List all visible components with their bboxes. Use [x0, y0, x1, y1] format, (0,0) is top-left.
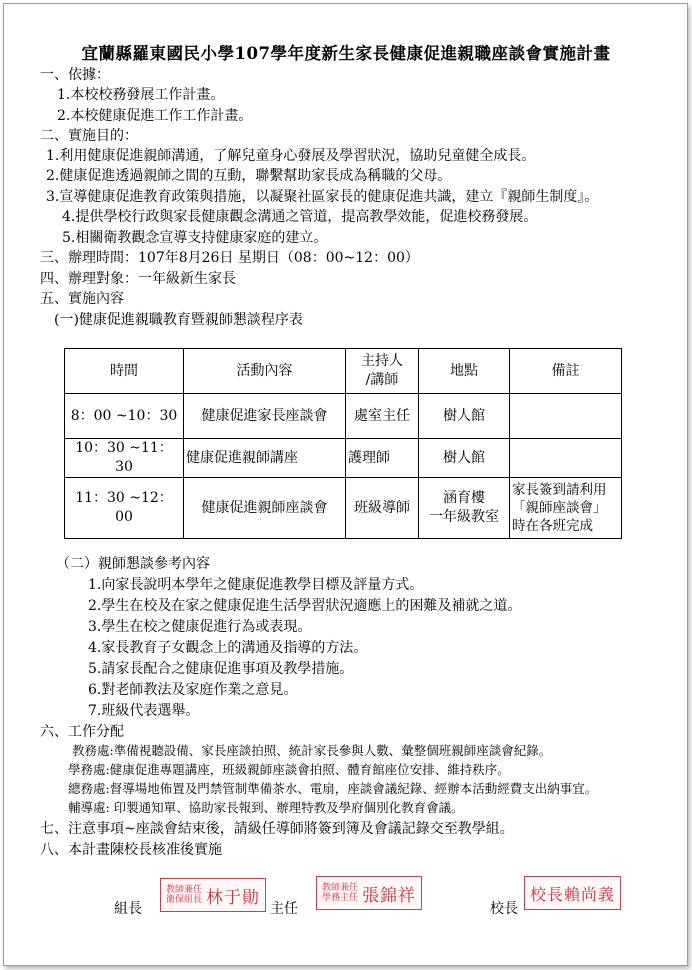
principal-label: 校長 — [490, 901, 518, 917]
section3-time: 三、辦理時間：107年8月26日 星期日（08：00~12：00） — [40, 250, 419, 266]
schedule-table — [64, 348, 622, 539]
row3-time: 11：30 ~12：00 — [65, 478, 184, 539]
row3-place — [419, 478, 510, 539]
section7-notes: 七、注意事項~座談會結束後，請級任導師將簽到簿及會議記錄交至教學組。 — [40, 821, 514, 837]
row3-place-line2: 一年級教室 — [429, 509, 499, 525]
section5-sub1: (一)健康促進親職教育暨親師懇談程序表 — [54, 312, 303, 328]
row3-note-line1: 家長簽到請利用 — [512, 482, 607, 498]
leader-stamp-title-2: 衛保組長 — [166, 895, 203, 905]
section1-heading: 一、依據： — [40, 67, 110, 83]
row1-activity: 健康促進家長座談會 — [184, 394, 346, 439]
sub2-item-1: 1.向家長說明本學年之健康促進教學目標及評量方式。 — [88, 577, 424, 593]
section6-item-2: 學務處:健康促進專題講座，班級親師座談會拍照、體育館座位安排、維持秩序。 — [68, 762, 510, 777]
director-label: 主任 — [270, 901, 298, 917]
section5-heading: 五、實施內容 — [40, 291, 124, 307]
principal-stamp-name: 校長賴尚義 — [530, 884, 616, 904]
table-row — [65, 394, 622, 439]
leader-stamp — [160, 878, 266, 912]
header-note: 備註 — [510, 349, 622, 394]
leader-label: 組長 — [114, 901, 142, 917]
sub2-item-3: 3.學生在校之健康促進行為或表現。 — [88, 619, 312, 635]
section6-item-4: 輔導處: 印製通知單、協助家長報到、辦理特教及學府個別化教育會議。 — [68, 800, 464, 815]
row3-note-line3: 時在各班完成 — [512, 518, 593, 534]
section2-heading: 二、實施目的： — [40, 128, 138, 144]
row1-time: 8：00 ~10：30 — [65, 394, 184, 439]
table-row — [65, 439, 622, 478]
header-time: 時間 — [65, 349, 184, 394]
section2-item-1: 1.利用健康促進親師溝通，了解兒童身心發展及學習狀況，協助兒童健全成長。 — [46, 148, 536, 164]
leader-stamp-name: 林于勛 — [206, 887, 261, 908]
header-place: 地點 — [419, 349, 510, 394]
header-host-line1: 主持人 — [361, 353, 403, 369]
document-title: 宜蘭縣羅東國民小學107學年度新生家長健康促進親職座談會實施計畫 — [81, 44, 611, 63]
section2-item-2: 2.健康促進透過親師之間的互動，聯繫幫助家長成為稱職的父母。 — [46, 168, 452, 184]
section5-sub2: （二）親師懇談參考內容 — [56, 556, 210, 572]
leader-stamp-title — [166, 885, 202, 905]
row2-time: 10：30 ~11：30 — [65, 439, 184, 478]
table-header-row — [65, 349, 622, 394]
row1-place: 樹人館 — [419, 394, 510, 439]
section1-item-2: 2.本校健康促進工作工作計畫。 — [57, 108, 253, 124]
principal-stamp — [524, 876, 621, 910]
section2-item-5: 5.相關衛教觀念宣導支持健康家庭的建立。 — [62, 230, 328, 246]
header-activity: 活動內容 — [184, 349, 346, 394]
leader-stamp-title-1: 教師兼任 — [166, 885, 203, 895]
section6-heading: 六、工作分配 — [40, 724, 124, 740]
row2-host: 護理師 — [346, 439, 419, 478]
row1-note — [510, 394, 622, 439]
row3-activity: 健康促進親師座談會 — [184, 478, 346, 539]
director-stamp-title — [322, 883, 358, 903]
section6-item-3: 總務處:督導場地佈置及門禁管制準備茶水、電扇，座談會議紀錄、經辦本活動經費支出納事宜。 — [68, 781, 598, 796]
section8-approval: 八、本計畫陳校長核准後實施 — [40, 842, 222, 858]
section4-target: 四、辦理對象：一年級新生家長 — [40, 271, 236, 287]
sub2-item-7: 7.班級代表選舉。 — [88, 703, 200, 719]
section1-item-1: 1.本校校務發展工作計畫。 — [57, 87, 225, 103]
row3-host: 班級導師 — [346, 478, 419, 539]
sub2-item-2: 2.學生在校及在家之健康促進生活學習狀況適應上的困難及補就之道。 — [88, 598, 522, 614]
header-host — [346, 349, 419, 394]
sub2-item-4: 4.家長教育子女觀念上的溝通及指導的方法。 — [88, 640, 368, 656]
row3-note-line2: 「親師座談會」 — [512, 500, 607, 516]
row1-host: 處室主任 — [346, 394, 419, 439]
director-stamp-name: 張錦祥 — [362, 885, 417, 906]
sub2-item-6: 6.對老師教法及家庭作業之意見。 — [88, 682, 298, 698]
row2-activity: 健康促進親師講座 — [184, 439, 346, 478]
section6-item-1: 教務處:準備視聽設備、家長座談拍照、統計家長參與人數、彙整個班親師座談會紀錄。 — [72, 743, 552, 758]
director-stamp — [316, 876, 422, 910]
row2-place: 樹人館 — [419, 439, 510, 478]
sub2-item-5: 5.請家長配合之健康促進事項及教學措施。 — [88, 661, 354, 677]
section2-item-3: 3.宣導健康促進教育政策與措施，以凝聚社區家長的健康促進共識，建立『親師生制度』。 — [46, 189, 599, 205]
row3-place-line1: 涵育樓 — [443, 490, 485, 506]
row3-note — [510, 478, 622, 539]
director-stamp-title-2: 學務主任 — [322, 893, 359, 903]
section2-item-4: 4.提供學校行政與家長健康觀念溝通之管道，提高教學效能，促進校務發展。 — [62, 209, 538, 225]
table-row — [65, 478, 622, 539]
header-host-line2: /講師 — [365, 372, 399, 388]
director-stamp-title-1: 教師兼任 — [322, 883, 359, 893]
row2-note — [510, 439, 622, 478]
